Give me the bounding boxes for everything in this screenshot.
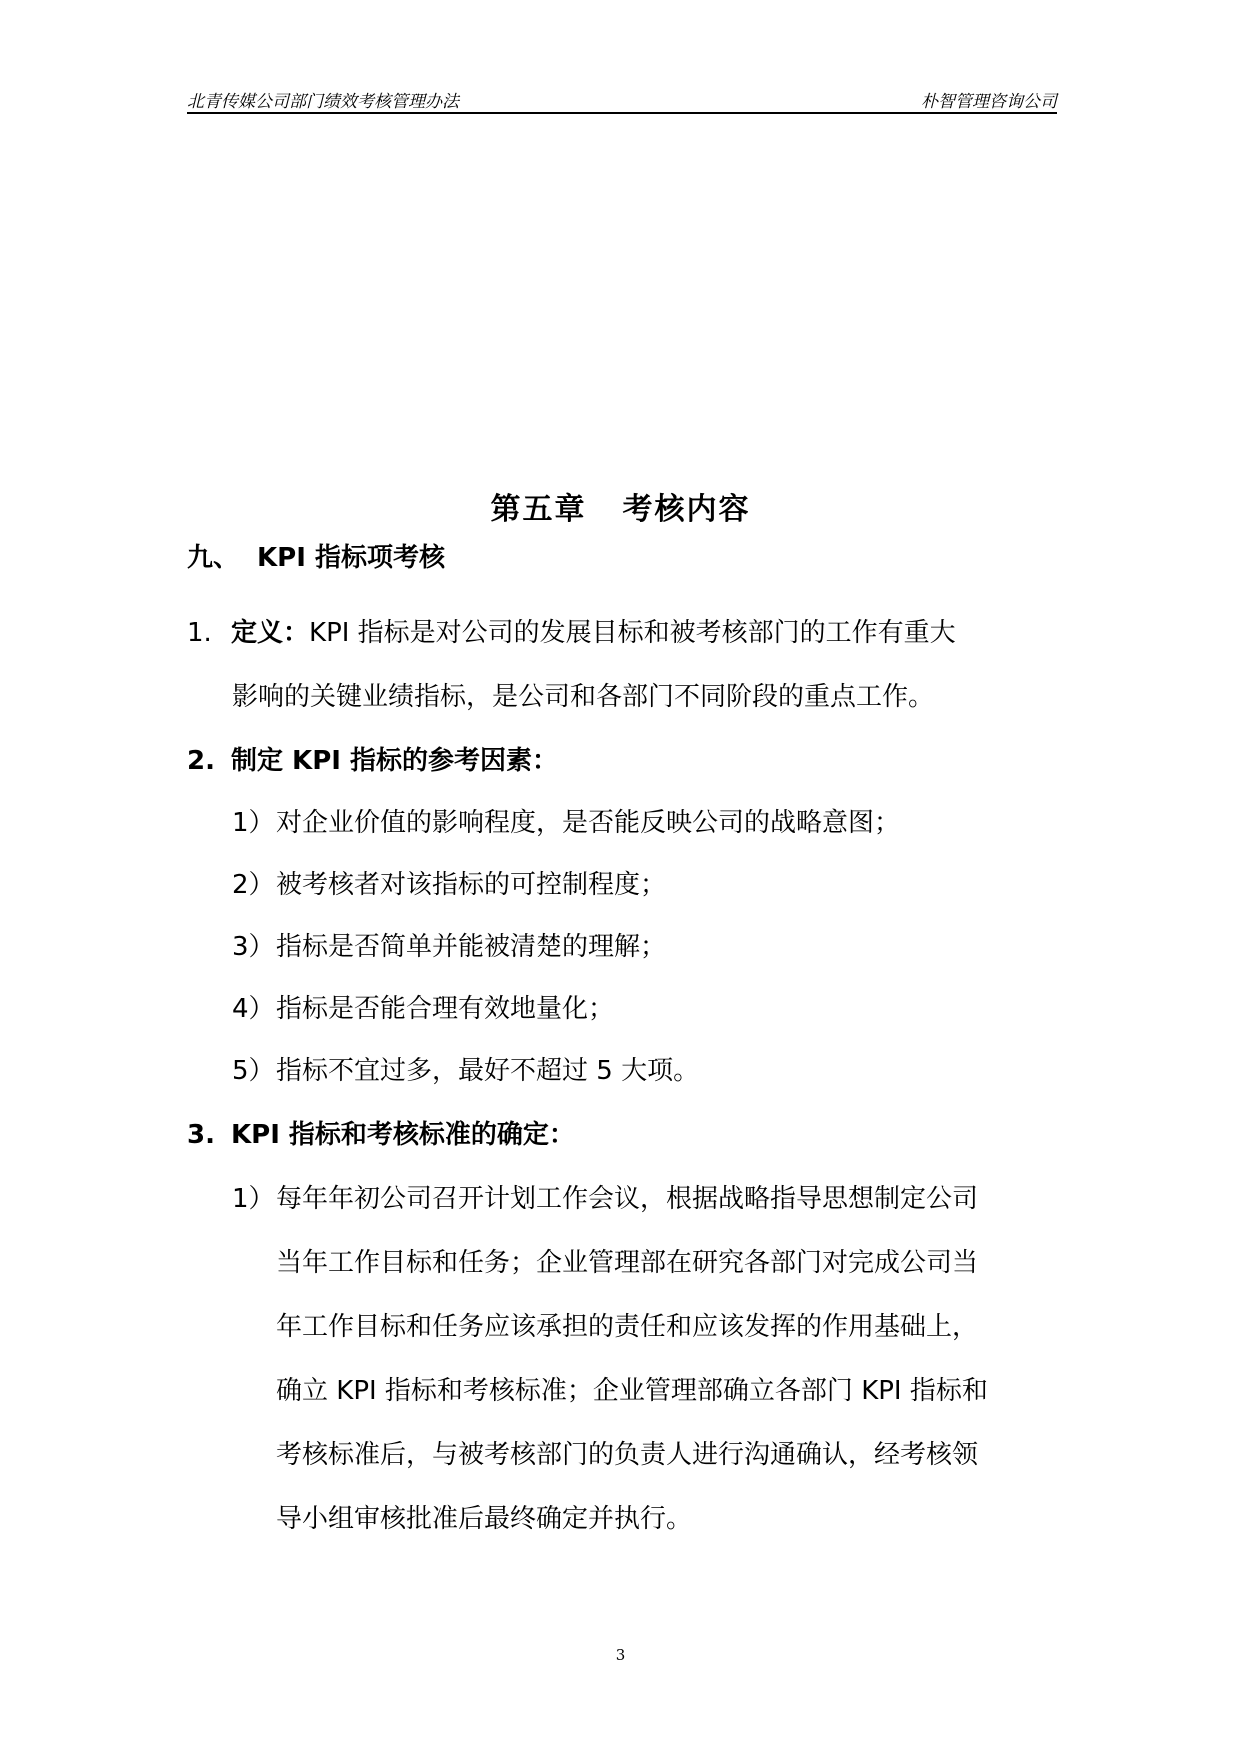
subitem-number: 2）: [232, 870, 275, 900]
item-1-text-line-2: 影响的关键业绩指标，是公司和各部门不同阶段的重点工作。: [232, 682, 935, 712]
section-title: KPI 指标项考核: [257, 543, 445, 573]
subitem-text: 被考核者对该指标的可控制程度；: [276, 870, 667, 900]
header-company-name: 朴智管理咨询公司: [921, 92, 1057, 112]
subitem-text: 指标是否简单并能被清楚的理解；: [276, 932, 667, 962]
subitem-text-line-5: 考核标准后，与被考核部门的负责人进行沟通确认，经考核领: [276, 1440, 979, 1470]
item-2-subitem-5: [232, 1054, 699, 1088]
subitem-text-line-4: 确立 KPI 指标和考核标准；企业管理部确立各部门 KPI 指标和: [276, 1376, 988, 1406]
item-3-number: 3.: [187, 1120, 215, 1150]
item-3-title: KPI 指标和考核标准的确定：: [231, 1120, 575, 1150]
item-1-line-1: [187, 616, 956, 650]
subitem-text-line-2: 当年工作目标和任务；企业管理部在研究各部门对完成公司当: [276, 1248, 979, 1278]
page-header: [187, 84, 1057, 114]
subitem-number: 5）: [232, 1056, 275, 1086]
item-3-subitem-1: [232, 1182, 978, 1216]
item-2-title: 制定 KPI 指标的参考因素：: [231, 746, 558, 776]
chapter-heading: [0, 484, 1241, 528]
header-document-title: 北青传媒公司部门绩效考核管理办法: [187, 92, 459, 112]
item-2-subitem-4: [232, 992, 614, 1026]
page-number: 3: [615, 1646, 626, 1664]
section-heading: [187, 541, 445, 575]
subitem-text-line-6: 导小组审核批准后最终确定并执行。: [276, 1504, 693, 1534]
subitem-text-line-1: 每年年初公司召开计划工作会议，根据战略指导思想制定公司: [276, 1184, 979, 1214]
section-number: 九、: [187, 543, 240, 573]
item-2-heading: [187, 744, 558, 778]
subitem-text: 对企业价值的影响程度，是否能反映公司的战略意图；: [276, 808, 901, 838]
subitem-number: 4）: [232, 994, 275, 1024]
subitem-number: 3）: [232, 932, 275, 962]
subitem-text-line-3: 年工作目标和任务应该承担的责任和应该发挥的作用基础上，: [276, 1312, 979, 1342]
item-3-heading: [187, 1118, 575, 1152]
chapter-number: 第五章: [490, 492, 587, 527]
subitem-text: 指标是否能合理有效地量化；: [276, 994, 615, 1024]
item-2-subitem-1: [232, 806, 900, 840]
item-2-subitem-3: [232, 930, 666, 964]
item-1-text-line-1: KPI 指标是对公司的发展目标和被考核部门的工作有重大: [309, 618, 956, 648]
item-1-term: 定义：: [231, 618, 310, 648]
item-1-number: 1.: [187, 618, 212, 648]
item-2-number: 2.: [187, 746, 215, 776]
subitem-number: 1）: [232, 808, 275, 838]
subitem-text: 指标不宜过多，最好不超过 5 大项。: [276, 1056, 700, 1086]
subitem-number: 1）: [232, 1184, 275, 1214]
item-2-subitem-2: [232, 868, 666, 902]
chapter-title: 考核内容: [622, 492, 751, 527]
